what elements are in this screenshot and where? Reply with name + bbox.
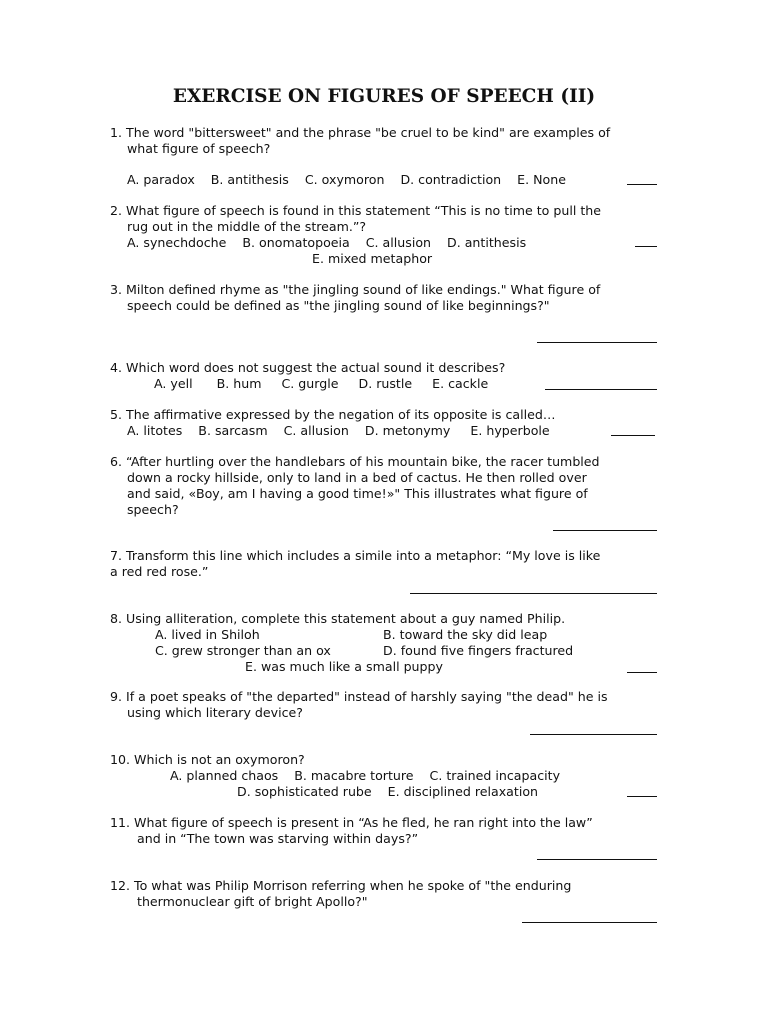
question-7-text-cont: a red red rose.” bbox=[110, 564, 209, 579]
answer-blank-8[interactable] bbox=[627, 672, 657, 673]
question-11-text-cont: and in “The town was starving within days?” bbox=[137, 831, 419, 846]
answer-blank-5[interactable] bbox=[611, 435, 655, 436]
question-10-options-cont: D. sophisticated rube E. disciplined relaxation bbox=[237, 784, 539, 799]
answer-blank-11[interactable] bbox=[537, 859, 657, 860]
answer-blank-6[interactable] bbox=[553, 530, 657, 531]
question-6-text: 6. “After hurtling over the handlebars of his mountain bike, the racer tumbled bbox=[110, 454, 600, 469]
question-2-text-cont: rug out in the middle of the stream.”? bbox=[127, 219, 367, 234]
question-8-option-d: D. found five fingers fractured bbox=[383, 643, 574, 658]
question-5-text: 5. The affirmative expressed by the negation of its opposite is called… bbox=[110, 407, 556, 422]
question-2-text: 2. What figure of speech is found in this statement “This is no time to pull the bbox=[110, 203, 602, 218]
question-4-text: 4. Which word does not suggest the actual sound it describes? bbox=[110, 360, 506, 375]
question-6-text-line3: and said, «Boy, am I having a good time!»" This illustrates what figure of bbox=[127, 486, 588, 501]
question-10-text: 10. Which is not an oxymoron? bbox=[110, 752, 305, 767]
answer-blank-10[interactable] bbox=[627, 796, 657, 797]
question-1-text: 1. The word "bittersweet" and the phrase "be cruel to be kind" are examples of bbox=[110, 125, 611, 140]
answer-blank-12[interactable] bbox=[522, 922, 657, 923]
question-10-options: A. planned chaos B. macabre torture C. trained incapacity bbox=[170, 768, 561, 783]
answer-blank-2[interactable] bbox=[635, 246, 657, 247]
question-8-option-b: B. toward the sky did leap bbox=[383, 627, 548, 642]
question-2-options: A. synechdoche B. onomatopoeia C. allusion D. antithesis bbox=[127, 235, 527, 250]
answer-blank-4[interactable] bbox=[545, 389, 657, 390]
answer-blank-3[interactable] bbox=[537, 342, 657, 343]
question-7-text: 7. Transform this line which includes a simile into a metaphor: “My love is like bbox=[110, 548, 601, 563]
question-9-text: 9. If a poet speaks of "the departed" instead of harshly saying "the dead" he is bbox=[110, 689, 608, 704]
question-6-text-line2: down a rocky hillside, only to land in a bed of cactus. He then rolled over bbox=[127, 470, 587, 485]
question-12-text-cont: thermonuclear gift of bright Apollo?" bbox=[137, 894, 368, 909]
question-6-text-line4: speech? bbox=[127, 502, 179, 517]
question-8-option-c: C. grew stronger than an ox bbox=[155, 643, 331, 658]
question-12-text: 12. To what was Philip Morrison referring when he spoke of "the enduring bbox=[110, 878, 572, 893]
answer-blank-9[interactable] bbox=[530, 734, 657, 735]
question-1-options: A. paradox B. antithesis C. oxymoron D. contradiction E. None bbox=[127, 172, 566, 187]
question-2-option-e: E. mixed metaphor bbox=[312, 251, 433, 266]
question-8-option-e: E. was much like a small puppy bbox=[245, 659, 443, 674]
question-3-text: 3. Milton defined rhyme as "the jingling sound of like endings." What figure of bbox=[110, 282, 601, 297]
question-3-text-cont: speech could be defined as "the jingling sound of like beginnings?" bbox=[127, 298, 550, 313]
question-11-text: 11. What figure of speech is present in “As he fled, he ran right into the law” bbox=[110, 815, 593, 830]
question-8-text: 8. Using alliteration, complete this statement about a guy named Philip. bbox=[110, 611, 566, 626]
page-title: EXERCISE ON FIGURES OF SPEECH (II) bbox=[172, 86, 596, 107]
question-5-options: A. litotes B. sarcasm C. allusion D. metonymy E. hyperbole bbox=[127, 423, 550, 438]
answer-blank-1[interactable] bbox=[627, 184, 657, 185]
question-1-text-cont: what figure of speech? bbox=[127, 141, 271, 156]
question-4-options: A. yell B. hum C. gurgle D. rustle E. cackle bbox=[154, 376, 489, 391]
question-8-option-a: A. lived in Shiloh bbox=[155, 627, 260, 642]
answer-blank-7[interactable] bbox=[410, 593, 657, 594]
question-9-text-cont: using which literary device? bbox=[127, 705, 303, 720]
